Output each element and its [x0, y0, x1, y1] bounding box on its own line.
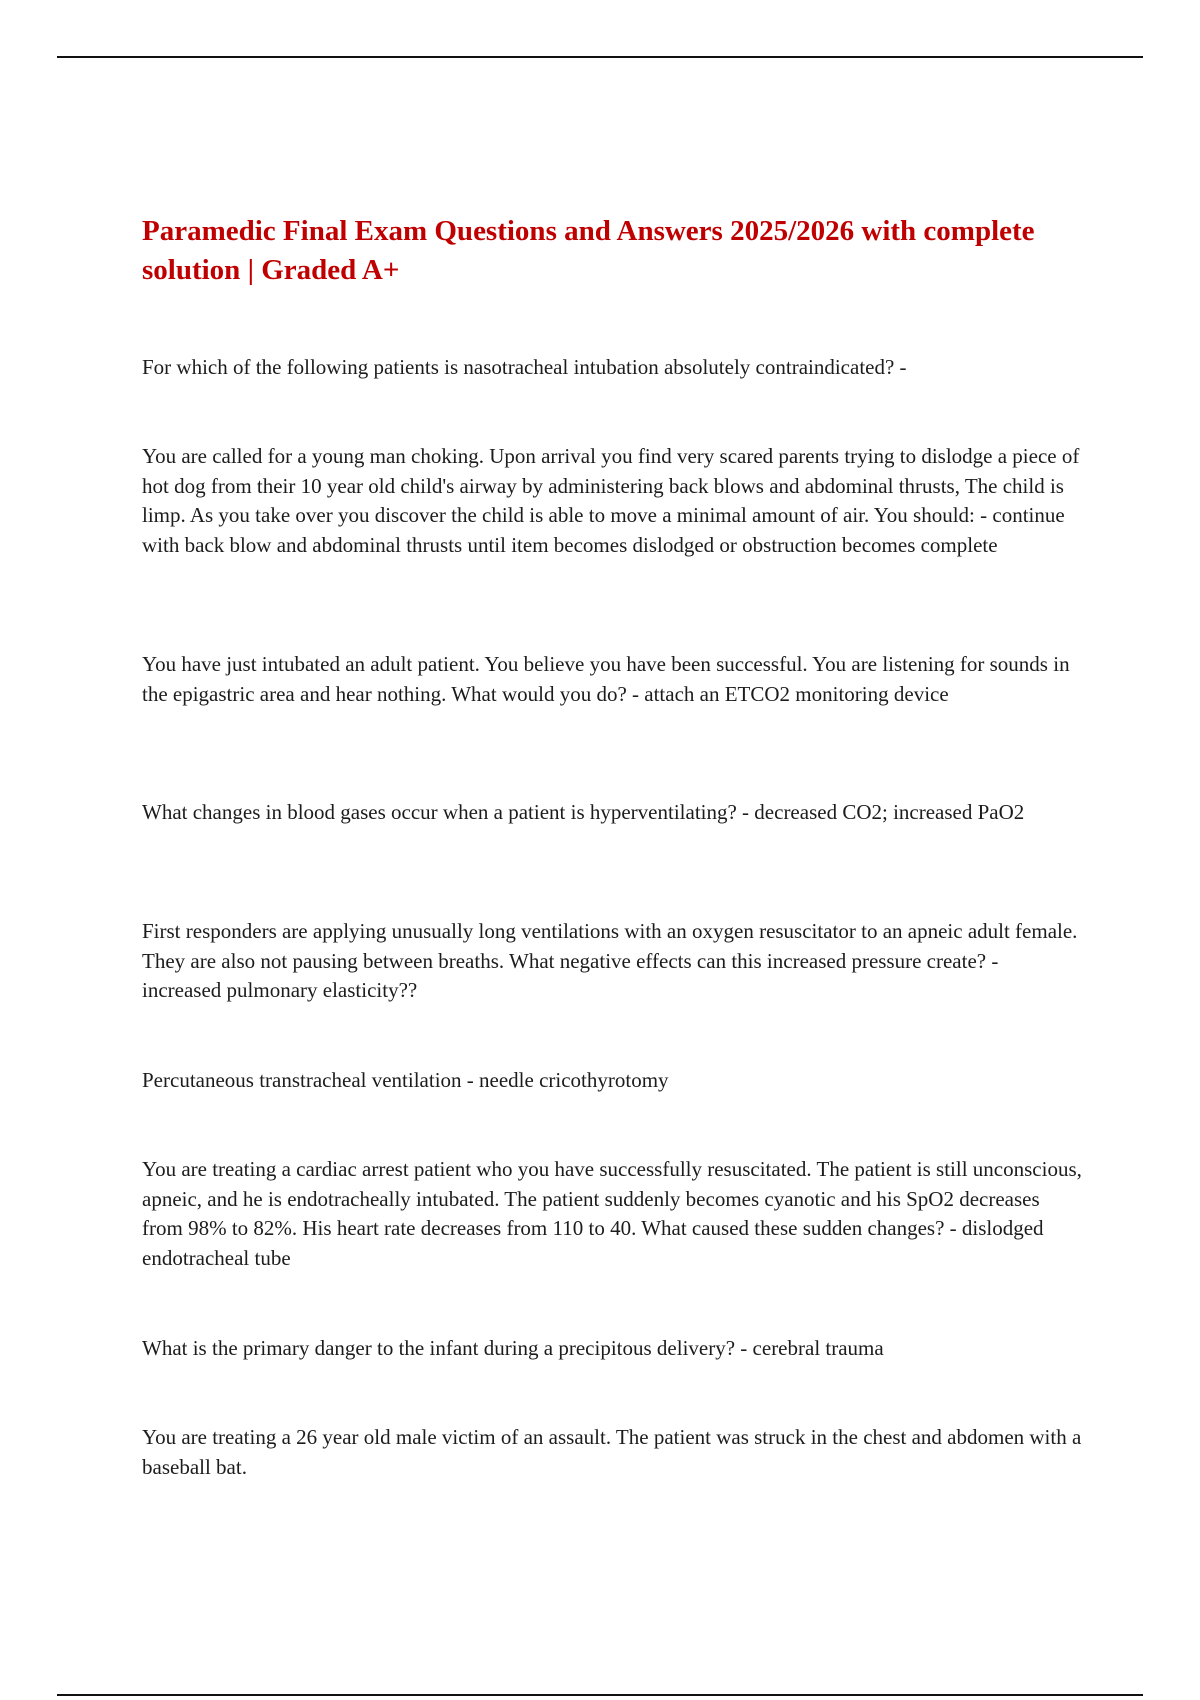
qa-item: Percutaneous transtracheal ventilation - needle cricothyrotomy	[142, 1068, 669, 1092]
document-title: Paramedic Final Exam Questions and Answers 2025/2026 with complete solution | Graded A+	[142, 215, 1035, 286]
qa-item: For which of the following patients is nasotracheal intubation absolutely contraindicated? -	[142, 355, 907, 379]
qa-item: What is the primary danger to the infant during a precipitous delivery? - cerebral trauma	[142, 1336, 884, 1360]
qa-item: You are called for a young man choking. Upon arrival you find very scared parents trying to dislodge a piece of hot dog from their 10 year old child's airway by administering back blows and abdominal thrusts, The child is limp. As you take over you discover the child is able to move a minimal amount of air. You should: - continue with back blow and abdominal thrusts until item becomes dislodged or obstruction becomes complete	[142, 444, 1080, 557]
qa-item: You are treating a 26 year old male victim of an assault. The patient was struck in the chest and abdomen with a baseball bat.	[142, 1425, 1082, 1479]
qa-item: You have just intubated an adult patient. You believe you have been successful. You are listening for sounds in the epigastric area and hear nothing. What would you do? - attach an ETCO2 monitoring device	[142, 652, 1070, 706]
top-rule	[57, 56, 1143, 58]
bottom-rule	[57, 1694, 1143, 1696]
qa-item: First responders are applying unusually long ventilations with an oxygen resuscitator to an apneic adult female. They are also not pausing between breaths. What negative effects can this increased pressure create? - increased pulmonary elasticity??	[142, 919, 1078, 1002]
qa-item: You are treating a cardiac arrest patient who you have successfully resuscitated. The patient is still unconscious, apneic, and he is endotracheally intubated. The patient suddenly becomes cyanotic and his SpO2 decreases from 98% to 82%. His heart rate decreases from 110 to 40. What caused these sudden changes? - dislodged endotracheal tube	[142, 1157, 1082, 1270]
qa-item: What changes in blood gases occur when a patient is hyperventilating? - decreased CO2; increased PaO2	[142, 800, 1025, 824]
